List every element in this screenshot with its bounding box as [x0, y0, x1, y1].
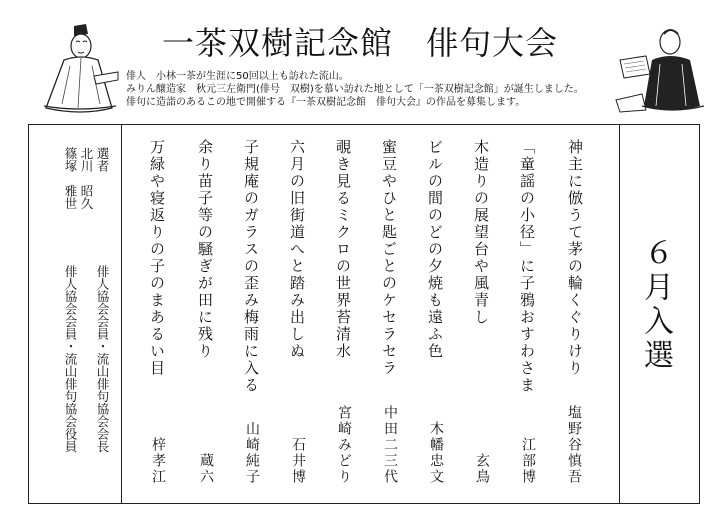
divider	[121, 125, 122, 503]
selector-title: 俳人協会会員・流山俳句協会会長	[95, 265, 110, 453]
divider	[619, 125, 620, 503]
haiku-author: 江部博	[520, 437, 536, 485]
haiku-text: 木造りの展望台や風青し	[472, 139, 490, 326]
haiku-text: 「童謡の小径」に子鴉おすわさま	[518, 139, 536, 394]
haiku-author: 中田二三代	[382, 405, 398, 485]
selector-name: 北川 昭久	[79, 147, 94, 210]
haiku-board	[28, 124, 700, 504]
selectors-block	[47, 147, 109, 467]
page-title: 一茶双樹記念館 俳句大会	[161, 24, 558, 62]
haiku-author: 玄鳥	[474, 453, 490, 485]
haiku-author: 木幡忠文	[428, 421, 444, 485]
selectors-label: 選者	[95, 147, 110, 172]
selector-name: 篠塚 雅世	[63, 147, 78, 210]
intro-line: 俳人 小林一茶が生涯に50回以上も訪れた流山。	[126, 71, 349, 82]
haiku-text: 蜜豆やひと匙ごとのケセラセラ	[380, 139, 398, 377]
haiku-text: 子規庵のガラスの歪み梅雨に入る	[242, 139, 260, 394]
haiku-text: ビルの間のどの夕焼も遠ふ色	[426, 139, 444, 360]
haiku-author: 塩野谷慎吾	[566, 405, 582, 485]
haiku-author: 蔵六	[198, 453, 214, 485]
haiku-text: 六月の旧街道へと踏み出しぬ	[288, 139, 306, 360]
haiku-author: 宮崎みどり	[336, 405, 352, 485]
haiku-text: 神主に倣うて茅の輪くぐりけり	[566, 139, 584, 377]
haiku-author: 山崎純子	[244, 421, 260, 485]
intro-line: 俳句に造詣のあるこの地で開催する『一茶双樹記念館 俳句大会』の作品を募集します。	[126, 97, 526, 108]
intro-line: みりん醸造家 秋元三左衛門(俳号 双樹)を慕い訪れた地として「一茶双樹記念館」が誕生しました。	[126, 84, 584, 95]
haiku-author: 梓孝江	[150, 437, 166, 485]
month-selection-label: ６月入選	[638, 237, 673, 373]
poet-illustration-icon	[34, 20, 124, 116]
intro-text	[126, 70, 646, 109]
haiku-text: 覗き見るミクロの世界苔清水	[334, 139, 352, 360]
haiku-text: 余り苗子等の騒ぎが田に残り	[196, 139, 214, 360]
selector-title: 俳人協会会員・流山俳句協会役員	[63, 265, 78, 453]
haiku-author: 石井博	[290, 437, 306, 485]
haiku-text: 万緑や寝返りの子のまあるい目	[148, 139, 166, 377]
